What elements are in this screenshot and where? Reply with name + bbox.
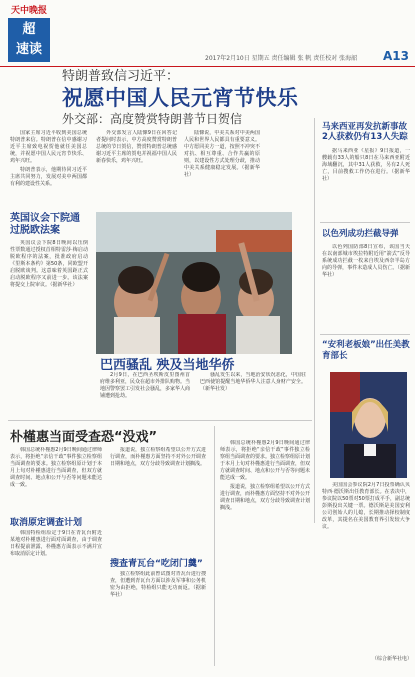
dateline: 2017年2月10日 星期五 责任编辑 张 帆 责任校对 张海韶 [205,55,358,62]
right-story-3-title: “安利老板娘”出任美教育部长 [322,340,410,361]
lead-paragraph: 外交部发言人陆慷9日在回答记者提问时表示，中方高度赞赏特朗普总统的节日贺信，赞赏特朗普总统感谢习近平主席的贺电并祝福中国人民新春快乐，鸡年兴旺。 [96,130,177,164]
page-number: A13 [383,49,409,63]
right-story-paragraph: 据马来西亚《星报》9日报道，一艘载有33人的船只8日在马来西亚附近海域翻沉，其中31人获救，另有2人死亡，目前搜救工作仍在进行。（据新华社） [322,148,410,182]
right-divider [320,334,410,335]
photo-caption-text [100,372,190,410]
lead-kicker: 特朗普致信习近平： [62,69,180,84]
devos-portrait [330,372,407,478]
bottom-story-paragraph: 韩国特检组原定于9日在青瓦台附近某地对朴槿惠进行面对面调查，由于调查日程提前泄露，朴槿惠方面表示不满并宣布取消原定计划。 [10,530,102,557]
lead-column-3 [184,130,260,208]
bottom-subhead-2: 搜查青瓦台“吃闭门羹” [110,559,203,569]
lead-paragraph: 特朗普表示，他期待同习近平主席共同努力，发展对美中两国都有利的建设性关系。 [10,167,87,187]
bottom-story-column-3 [220,440,310,664]
bottom-story-paragraph: 报道说，独立检察组希望以公开方式进行调查，而朴槿惠方面坚持不对外公开调查日期和地点，双方分歧导致调查计划搁浅。 [220,484,310,511]
bottom-story-paragraph: 韩国总统朴槿惠2月9日晚间通过律师表示，将拒绝“亲信干政”事件独立检察组当面调查的要求。独立检察组原计划于本月上旬对朴槿惠进行当面调查，但双方就调查时间、地点和公开与否等问题未能达成一致。 [10,447,102,488]
bottom-subhead-1: 取消原定调查计划 [10,518,83,528]
section-badge-top: 超 [22,22,36,37]
right-story-3-body [322,482,410,650]
section-badge [8,18,50,62]
lead-headline: 祝愿中国人民元宵节快乐 [62,86,299,110]
right-divider [320,222,410,223]
bottom-story-column-2 [110,447,206,549]
bottom-story-column-1b [10,530,102,665]
bottom-story-paragraph: 韩国总统朴槿惠2月9日晚间通过律师表示，将拒绝“亲信干政”事件独立检察组当面调查的要求。独立检察组原计划于本月上旬对朴槿惠进行当面调查，但双方就调查时间、地点和公开与否等问题未能达成一致。 [220,440,310,481]
lead-paragraph: 国家主席习近平收到美国总统特朗普来信。特朗普在信中感谢习近平主席致电祝贺他就任美国总统，并祝愿中国人民元宵节快乐、鸡年兴旺。 [10,130,87,164]
right-story-credit: （综合新华社电） [372,656,413,662]
right-story-2-body [322,244,410,330]
crowd-photo-graphic [96,212,292,354]
photo-caption-paragraph: 骚乱发生以来，当地治安状况恶化，中国驻巴西使馆提醒当地华侨华人注意人身财产安全。（新华社发） [200,372,306,392]
newspaper-logo: 天中晚报 [10,6,47,16]
column-divider [214,426,215,666]
right-story-1-body [322,148,410,218]
photo-caption-text-2 [200,372,306,410]
right-story-paragraph: 美国国会参议院2月7日投票确认贝特西·德沃斯出任教育部长。在表决中，参议院以50票对50票打成平手，副总统彭斯投出关键一票。德沃斯是美国安利公司创始人的儿媳，长期推动择校制度改革，其提名在美国教育界引发较大争议。 [322,482,410,530]
section-badge-bottom: 速读 [15,42,42,57]
bottom-story-paragraph: 报道说，独立检察组希望以公开方式进行调查，而朴槿惠方面坚持不对外公开调查日期和地点，双方分歧导致调查计划搁浅。 [110,447,206,467]
lead-column-2 [96,130,177,208]
brazil-riot-photo [96,212,292,354]
bottom-story-column-2b [110,571,206,665]
right-story-2-title: 以色列成功拦截导弹 [322,229,399,239]
left-story-body [10,240,88,416]
right-story-1-title: 马来西亚再发抗新事故 2人获救仍有13人失踪 [322,122,408,142]
lead-column-1 [10,130,87,208]
photo-caption-paragraph: 2月9日，在巴西圣埃斯皮里图州首府维多利亚，民众在超市外排队购物。当地因警察罢工引发社会骚乱，多家华人商铺遭到抢劫。 [100,372,190,399]
right-story-paragraph: 以色列国防部8日宣布，该国当天在以南部城市埃拉特附近用“箭式”反导系统成功拦截一枚来自埃及西奈半岛方向的导弹，事件未造成人员伤亡。（据新华社） [322,244,410,278]
left-story-paragraph: 英国议会下院8日晚间以压倒性票数通过授权首相特雷莎·梅启动脱欧程序的法案，批准政府启动《里斯本条约》第50条，同欧盟开启脱欧谈判。这意味着英国距正式启动脱欧程序又前进一步。该法案将提交上院审议。（据新华社） [10,240,88,288]
photo-caption-title: 巴西骚乱 殃及当地华侨 [100,358,235,373]
section-divider [8,420,312,421]
lead-paragraph: 陆慷说，中美关系对中美两国人民和世界人民都具有重要意义。中方愿同美方一道，按照不冲突不对抗、相互尊重、合作共赢的原则，以建设性方式处理分歧，推动中美关系健康稳定发展。（据新华社） [184,130,260,178]
column-divider [314,118,315,523]
portrait-graphic [330,372,407,478]
bottom-story-column-1 [10,447,102,511]
bottom-story-title: 朴槿惠当面受查恐“没戏” [10,430,158,445]
bottom-story-paragraph: 独立检察组此前曾试图对青瓦台进行搜查，但遭到青瓦台方面以涉及军事和公务机密为由拒绝，特检组只能无功而返。（据新华社） [110,571,206,598]
lead-subhead: 外交部：高度赞赏特朗普节日贺信 [62,112,243,126]
left-story-title: 英国议会下院通过脱欧法案 [10,213,80,236]
